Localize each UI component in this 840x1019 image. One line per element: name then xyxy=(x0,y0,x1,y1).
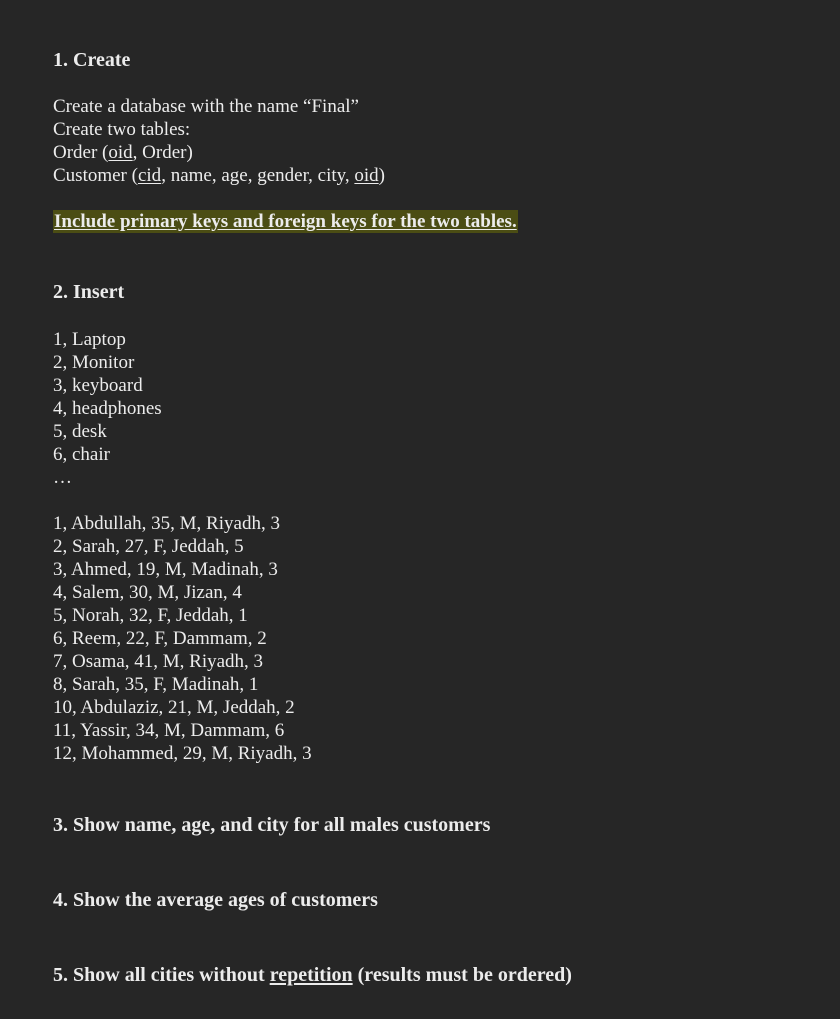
section-5-suffix: (results must be ordered) xyxy=(352,964,572,986)
order-rest: , Order) xyxy=(132,142,193,163)
list-item: 12, Mohammed, 29, M, Riyadh, 3 xyxy=(53,743,312,764)
list-item: 4, headphones xyxy=(53,398,162,419)
keys-note xyxy=(53,210,518,233)
list-item: 2, Monitor xyxy=(53,352,135,373)
order-table-definition xyxy=(53,141,385,164)
customer-rows-list xyxy=(53,512,312,765)
list-item: 6, Reem, 22, F, Dammam, 2 xyxy=(53,628,267,649)
section-insert xyxy=(53,280,124,304)
section-5-underlined: repetition xyxy=(269,964,353,986)
section-2-heading: 2. Insert xyxy=(53,281,125,303)
section-create xyxy=(53,48,130,72)
list-item: 3, keyboard xyxy=(53,375,143,396)
order-prefix: Order ( xyxy=(53,142,109,163)
list-item: 11, Yassir, 34, M, Dammam, 6 xyxy=(53,720,285,741)
highlighted-keys-instruction: Include primary keys and foreign keys for the two tables. xyxy=(54,211,517,232)
list-item: 1, Laptop xyxy=(53,329,126,350)
customer-table-definition xyxy=(53,164,385,187)
section-4-heading: 4. Show the average ages of customers xyxy=(53,889,378,911)
section-show-males xyxy=(53,813,490,837)
create-instructions xyxy=(53,95,385,187)
order-primary-key: oid xyxy=(108,142,133,163)
list-item: 3, Ahmed, 19, M, Madinah, 3 xyxy=(53,559,278,580)
section-3-heading: 3. Show name, age, and city for all males customers xyxy=(53,814,491,836)
create-tables-line: Create two tables: xyxy=(53,119,191,140)
list-item: 1, Abdullah, 35, M, Riyadh, 3 xyxy=(53,513,280,534)
customer-suffix: ) xyxy=(378,165,385,186)
customer-prefix: Customer ( xyxy=(53,165,138,186)
list-item: 6, chair xyxy=(53,444,110,465)
customer-primary-key: cid xyxy=(137,165,162,186)
ellipsis: … xyxy=(53,467,72,488)
list-item: 8, Sarah, 35, F, Madinah, 1 xyxy=(53,674,259,695)
list-item: 5, Norah, 32, F, Jeddah, 1 xyxy=(53,605,248,626)
list-item: 4, Salem, 30, M, Jizan, 4 xyxy=(53,582,242,603)
create-database-line: Create a database with the name “Final” xyxy=(53,96,359,117)
customer-foreign-key: oid xyxy=(354,165,379,186)
section-1-heading: 1. Create xyxy=(53,49,131,71)
list-item: 10, Abdulaziz, 21, M, Jeddah, 2 xyxy=(53,697,295,718)
section-5-heading xyxy=(53,963,572,987)
list-item: 7, Osama, 41, M, Riyadh, 3 xyxy=(53,651,264,672)
section-average-ages xyxy=(53,888,378,912)
section-5-prefix: 5. Show all cities without xyxy=(53,964,270,986)
order-rows-list xyxy=(53,328,162,489)
section-cities xyxy=(53,963,572,987)
customer-middle: , name, age, gender, city, xyxy=(161,165,355,186)
list-item: 5, desk xyxy=(53,421,107,442)
list-item: 2, Sarah, 27, F, Jeddah, 5 xyxy=(53,536,244,557)
